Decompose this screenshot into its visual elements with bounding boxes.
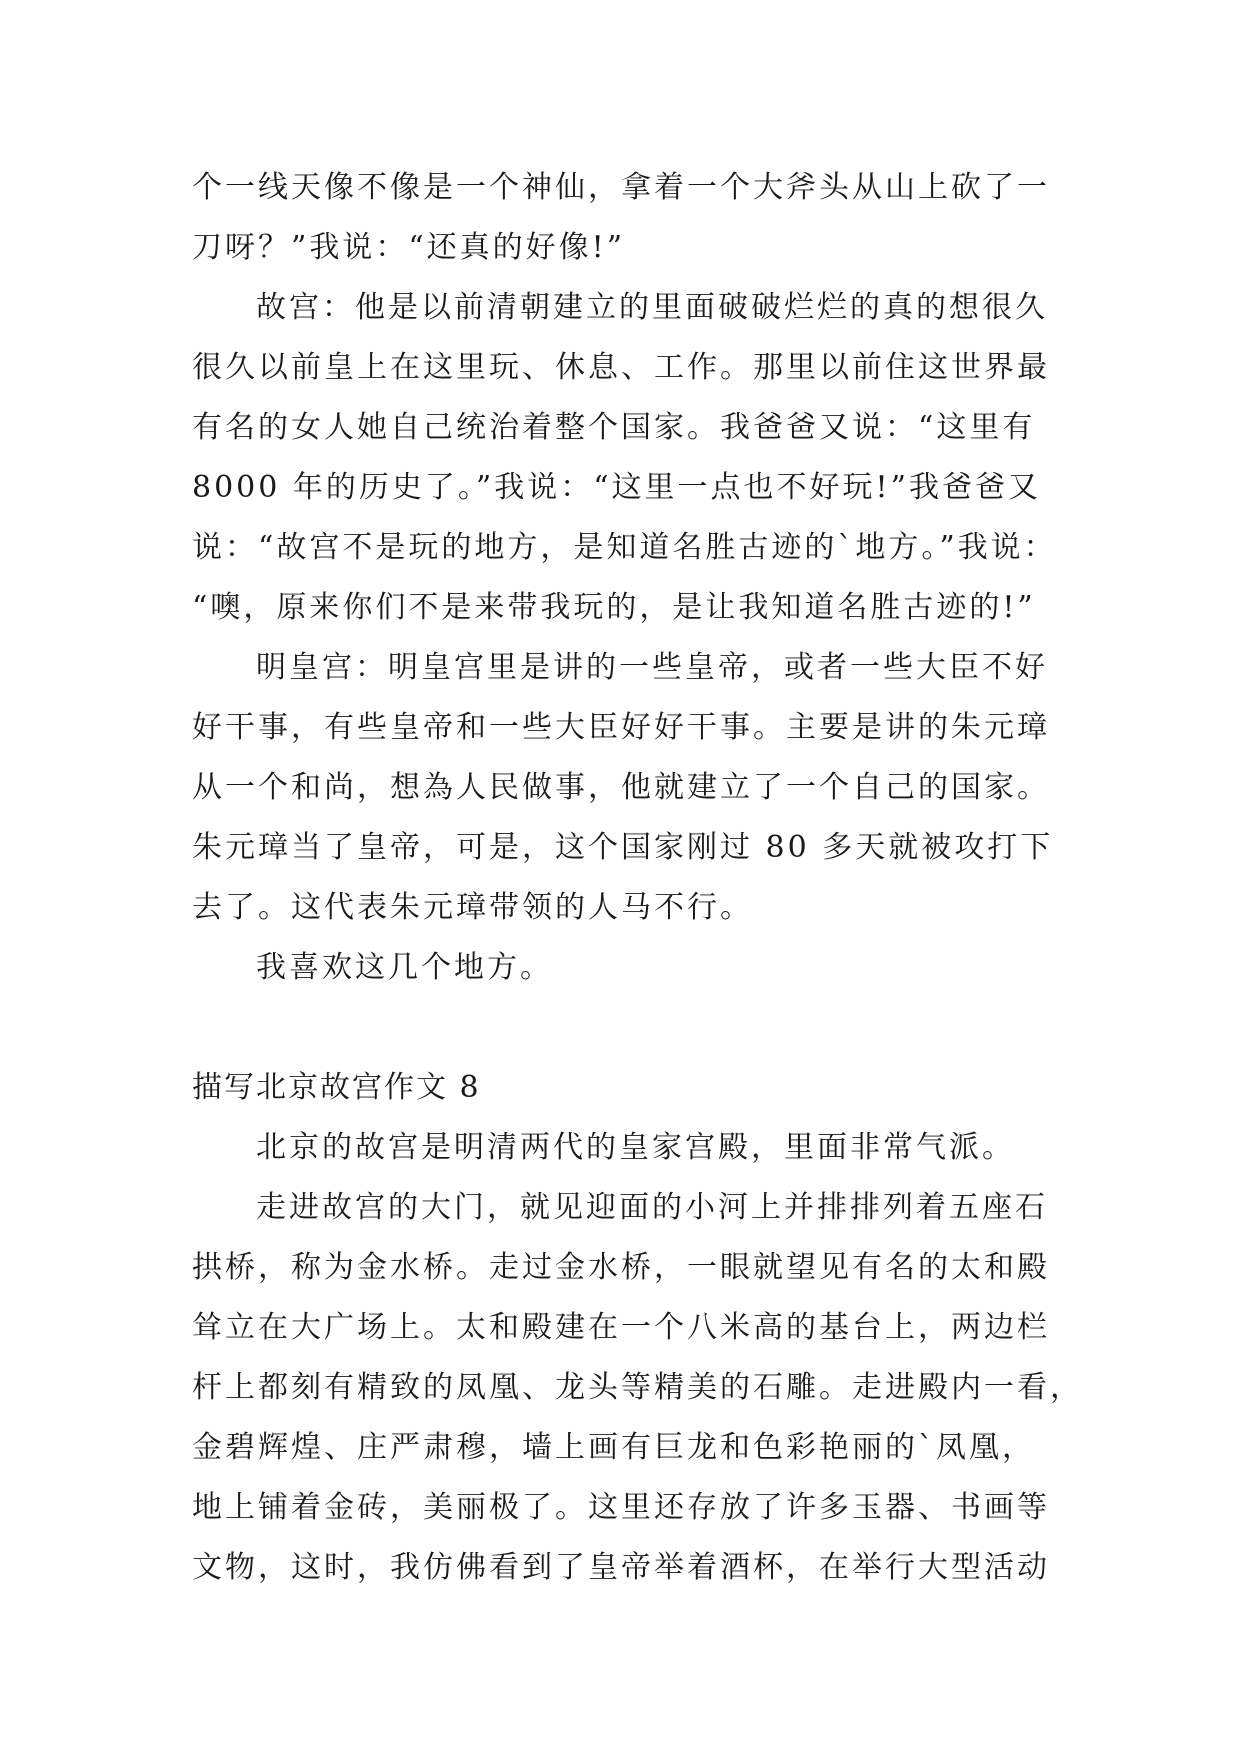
paragraph-line: 个一线天像不像是一个神仙，拿着一个大斧头从山上砍了一 (192, 170, 1050, 205)
paragraph-line: 耸立在大广场上。太和殿建在一个八米高的基台上，两边栏 (192, 1310, 1050, 1345)
paragraph-line: 文物，这时，我仿佛看到了皇帝举着酒杯，在举行大型活动 (192, 1550, 1050, 1585)
paragraph-line: 我喜欢这几个地方。 (256, 950, 553, 985)
paragraph-line: 杆上都刻有精致的凤凰、龙头等精美的石雕。走进殿内一看， (192, 1370, 1083, 1405)
paragraph-line: 朱元璋当了皇帝，可是，这个国家刚过 80 多天就被攻打下 (192, 830, 1054, 865)
paragraph-line: 故宫：他是以前清朝建立的里面破破烂烂的真的想很久 (256, 290, 1048, 325)
paragraph-line: 明皇宫：明皇宫里是讲的一些皇帝，或者一些大臣不好 (256, 650, 1048, 685)
paragraph-line: 8000 年的历史了。”我说：“这里一点也不好玩!”我爸爸又 (192, 470, 1041, 505)
paragraph-line: 地上铺着金砖，美丽极了。这里还存放了许多玉器、书画等 (192, 1490, 1050, 1525)
paragraph-line: 走进故宫的大门，就见迎面的小河上并排排列着五座石 (256, 1190, 1048, 1225)
paragraph-line: 金碧辉煌、庄严肃穆，墙上画有巨龙和色彩艳丽的`凤凰， (192, 1430, 1035, 1465)
paragraph-line: 从一个和尚，想為人民做事，他就建立了一个自己的国家。 (192, 770, 1050, 805)
paragraph-line: 很久以前皇上在这里玩、休息、工作。那里以前住这世界最 (192, 350, 1050, 385)
paragraph-line: 北京的故宫是明清两代的皇家宫殿，里面非常气派。 (256, 1130, 1015, 1165)
paragraph-spacer (192, 998, 1092, 1058)
section-heading: 描写北京故宫作文 8 (192, 1070, 481, 1105)
paragraph-line: 好干事，有些皇帝和一些大臣好好干事。主要是讲的朱元璋 (192, 710, 1050, 745)
paragraph-line: 去了。这代表朱元璋带领的人马不行。 (192, 890, 753, 925)
document-body (192, 158, 1092, 1598)
paragraph-line: 说：“故宫不是玩的地方，是知道名胜古迹的`地方。”我说： (192, 530, 1057, 565)
paragraph-line: 刀呀？”我说：“还真的好像!” (192, 230, 626, 265)
paragraph-line: “噢，原来你们不是来带我玩的，是让我知道名胜古迹的!” (192, 590, 1036, 625)
paragraph-line: 拱桥，称为金水桥。走过金水桥，一眼就望见有名的太和殿 (192, 1250, 1050, 1285)
paragraph-line: 有名的女人她自己统治着整个国家。我爸爸又说：“这里有 (192, 410, 1036, 445)
